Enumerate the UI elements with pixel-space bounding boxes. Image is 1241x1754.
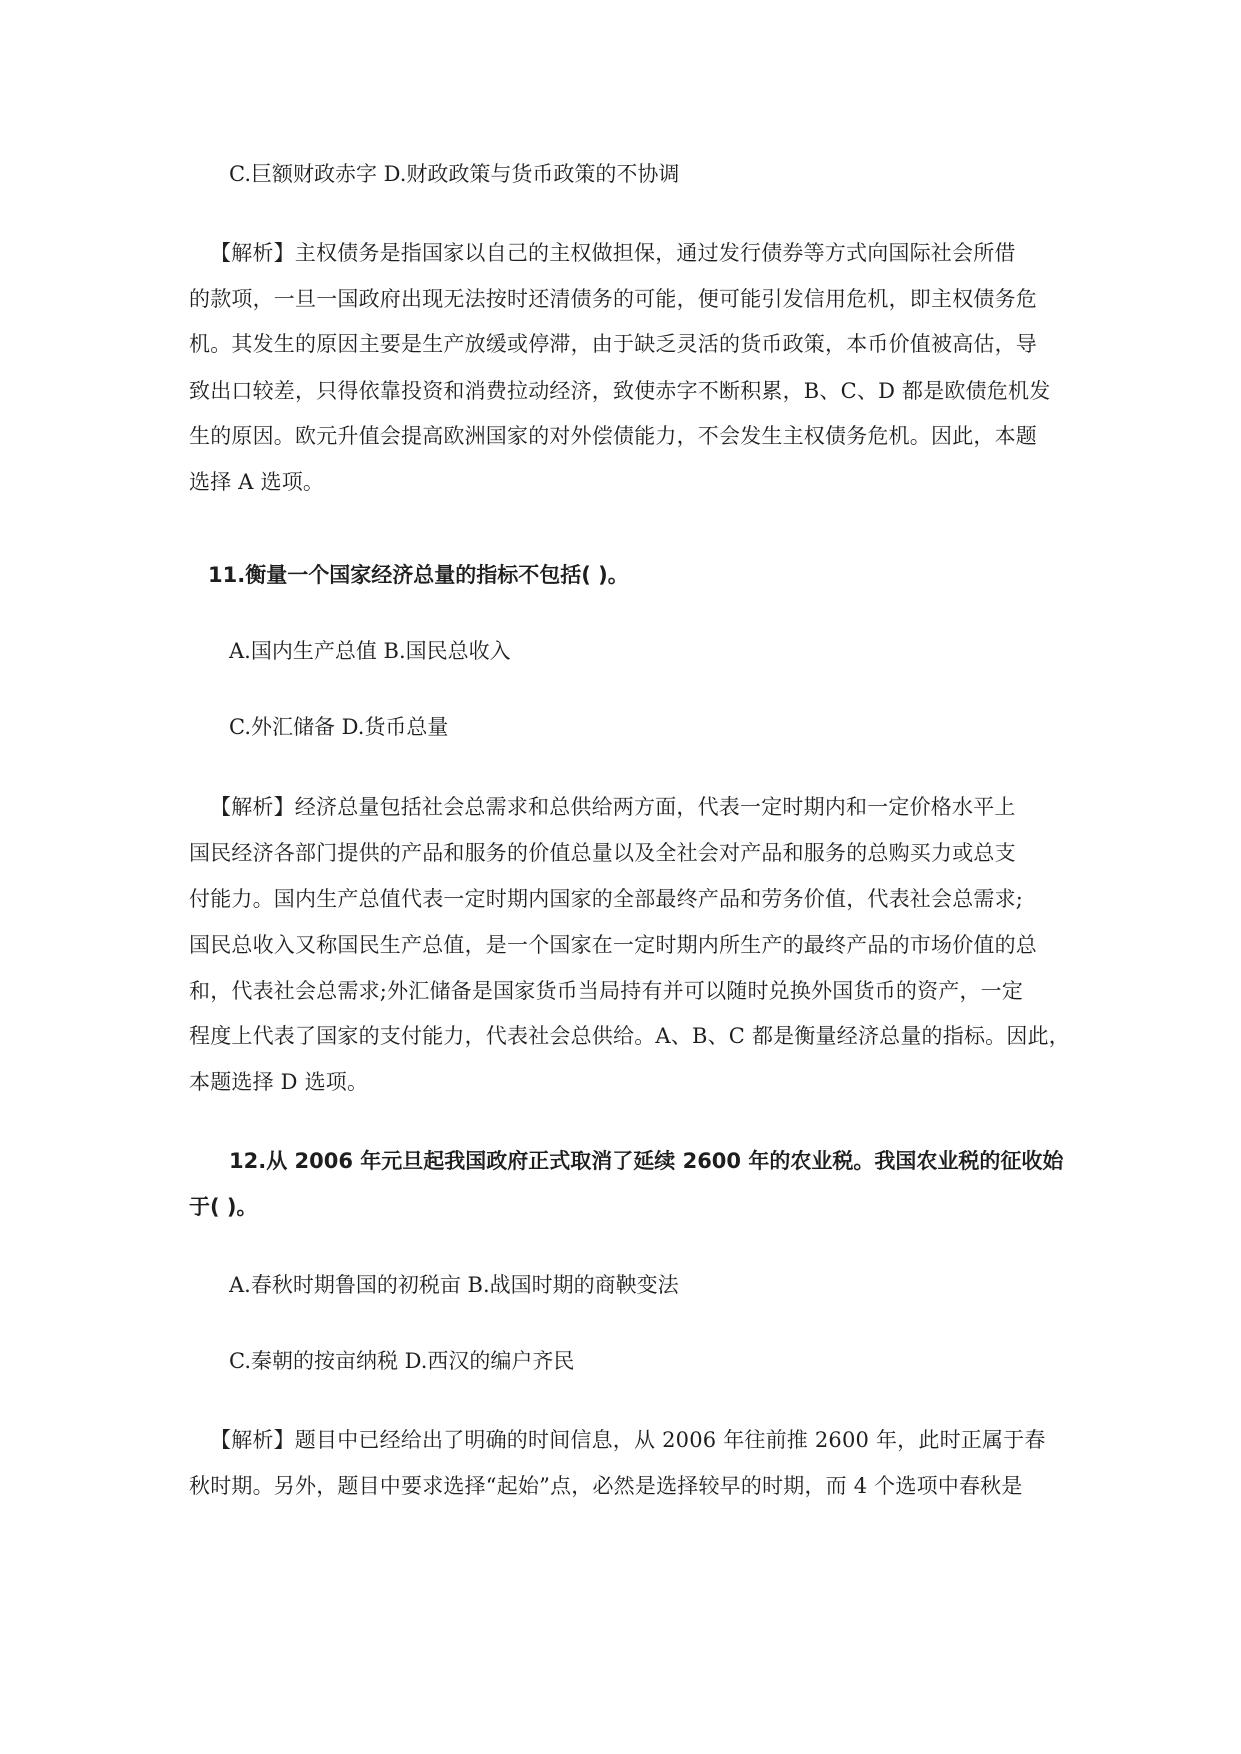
analysis-line: 国民总收入又称国民生产总值，是一个国家在一定时期内所生产的最终产品的市场价值的总 <box>189 933 1037 957</box>
analysis-line: 【解析】经济总量包括社会总需求和总供给两方面，代表一定时期内和一定价格水平上 <box>210 795 1016 819</box>
q12-question-line: 12.从 2006 年元旦起我国政府正式取消了延续 2600 年的农业税。我国农业税的征收始 <box>229 1149 1064 1173</box>
analysis-line: 致出口较差，只得依靠投资和消费拉动经济，致使赤字不断积累，B、C、D 都是欧债危机发 <box>189 379 1051 403</box>
analysis-line: 选择 A 选项。 <box>189 470 325 494</box>
analysis-line: 付能力。国内生产总值代表一定时期内国家的全部最终产品和劳务价值，代表社会总需求; <box>189 887 1024 911</box>
q12-option-cd: C.秦朝的按亩纳税 D.西汉的编户齐民 <box>229 1349 575 1373</box>
analysis-line: 秋时期。另外，题目中要求选择“起始”点，必然是选择较早的时期，而 4 个选项中春秋是 <box>189 1474 1023 1498</box>
analysis-line: 生的原因。欧元升值会提高欧洲国家的对外偿债能力，不会发生主权债务危机。因此，本题 <box>189 424 1037 448</box>
analysis-line: 机。其发生的原因主要是生产放缓或停滞，由于缺乏灵活的货币政策，本币价值被高估，导 <box>189 332 1037 356</box>
q11-option-ab: A.国内生产总值 B.国民总收入 <box>229 639 511 663</box>
analysis-line: 的款项，一旦一国政府出现无法按时还清债务的可能，便可能引发信用危机，即主权债务危 <box>189 287 1037 311</box>
q12-question-line: 于( )。 <box>189 1195 258 1219</box>
analysis-line: 【解析】主权债务是指国家以自己的主权做担保，通过发行债券等方式向国际社会所借 <box>210 241 1016 265</box>
analysis-line: 本题选择 D 选项。 <box>189 1070 369 1094</box>
q10-option-cd: C.巨额财政赤字 D.财政政策与货币政策的不协调 <box>229 162 680 186</box>
analysis-line: 国民经济各部门提供的产品和服务的价值总量以及全社会对产品和服务的总购买力或总支 <box>189 841 1016 865</box>
analysis-line: 和，代表社会总需求;外汇储备是国家货币当局持有并可以随时兑换外国货币的资产，一定 <box>189 979 1024 1003</box>
q11-option-cd: C.外汇储备 D.货币总量 <box>229 715 449 739</box>
q12-option-ab: A.春秋时期鲁国的初税亩 B.战国时期的商鞅变法 <box>229 1273 679 1297</box>
analysis-line: 【解析】题目中已经给出了明确的时间信息，从 2006 年往前推 2600 年，此时正属于春 <box>210 1428 1046 1452</box>
q11-question: 11.衡量一个国家经济总量的指标不包括( )。 <box>208 563 629 587</box>
analysis-line: 程度上代表了国家的支付能力，代表社会总供给。A、B、C 都是衡量经济总量的指标。因此， <box>189 1024 1070 1048</box>
